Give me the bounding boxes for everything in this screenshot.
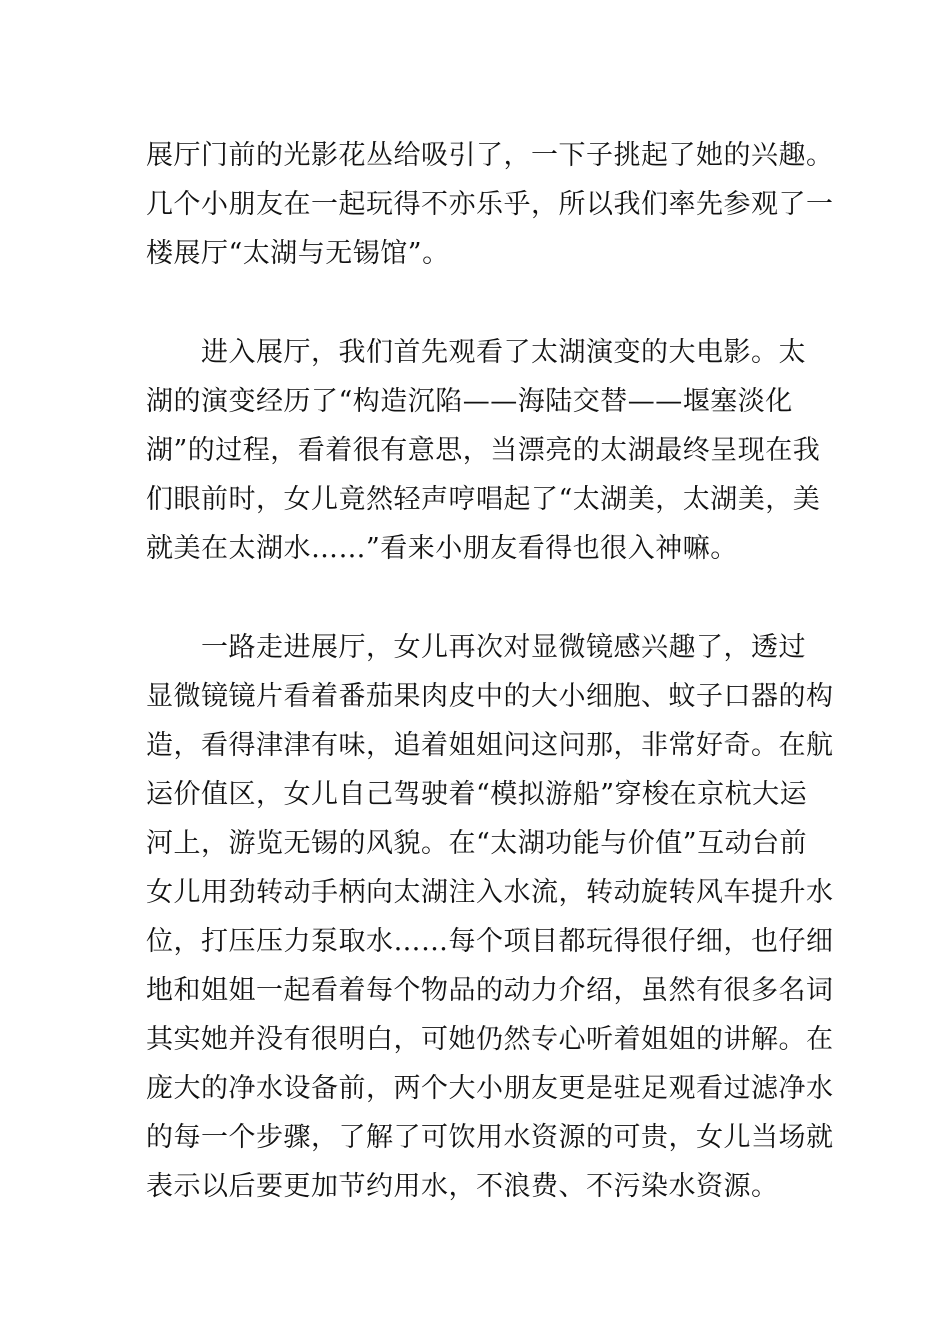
text-line: 显微镜镜片看着番茄果肉皮中的大小细胞、蚊子口器的构 [146,681,834,712]
text-line: 造，看得津津有味，追着姐姐问这问那，非常好奇。在航 [146,730,834,761]
text-line: 几个小朋友在一起玩得不亦乐乎，所以我们率先参观了一 [146,189,834,220]
text-line: 其实她并没有很明白，可她仍然专心听着姐姐的讲解。在 [146,1024,834,1055]
text-line: 展厅门前的光影花丛给吸引了，一下子挑起了她的兴趣。 [146,140,834,171]
text-line: 河上，游览无锡的风貌。在“太湖功能与价值”互动台前 [146,828,808,859]
paragraph-2 [146,328,821,573]
text-line: 进入展厅，我们首先观看了太湖演变的大电影。太 [146,337,806,368]
text-line: 楼展厅“太湖与无锡馆”。 [146,238,450,269]
text-line: 的每一个步骤，了解了可饮用水资源的可贵，女儿当场就 [146,1122,834,1153]
text-line: 表示以后要更加节约用水，不浪费、不污染水资源。 [146,1171,779,1202]
text-line: 湖”的过程，看着很有意思，当漂亮的太湖最终呈现在我 [146,435,821,466]
paragraph-3 [146,623,834,1211]
text-line: 运价值区，女儿自己驾驶着“模拟游船”穿梭在京杭大运 [146,779,808,810]
text-line: 庞大的净水设备前，两个大小朋友更是驻足观看过滤净水 [146,1073,834,1104]
text-line: 位，打压压力泵取水……每个项目都玩得很仔细，也仔细 [146,926,834,957]
paragraph-1 [146,131,834,278]
text-line: 湖的演变经历了“构造沉陷——海陆交替——堰塞淡化 [146,386,793,417]
text-line: 地和姐姐一起看着每个物品的动力介绍，虽然有很多名词 [146,975,834,1006]
text-line: 女儿用劲转动手柄向太湖注入水流，转动旋转风车提升水 [146,877,834,908]
text-line: 就美在太湖水……”看来小朋友看得也很入神嘛。 [146,533,738,564]
text-line: 们眼前时，女儿竟然轻声哼唱起了“太湖美，太湖美，美 [146,484,821,515]
text-line: 一路走进展厅，女儿再次对显微镜感兴趣了，透过 [146,632,806,663]
